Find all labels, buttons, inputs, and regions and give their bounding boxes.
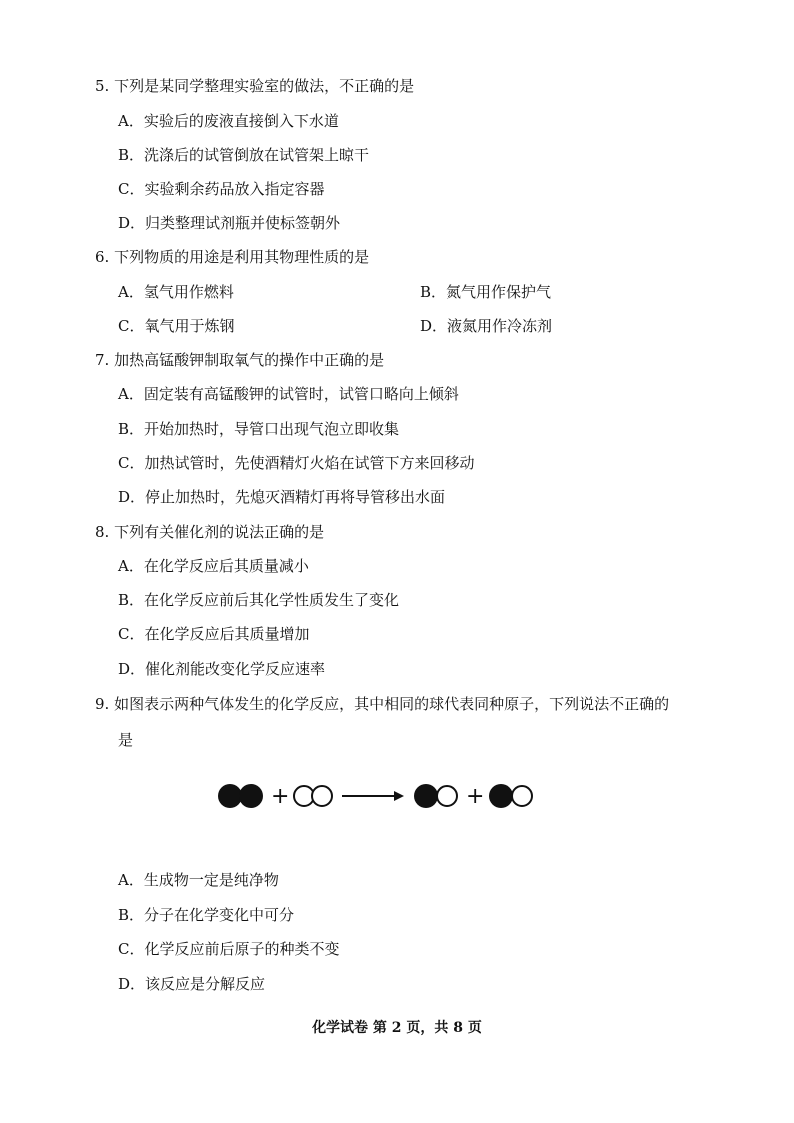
- question-9-stem-continuation: 是: [118, 731, 134, 749]
- reactant-2-atom-2: [312, 786, 332, 806]
- question-6-option-c: C．氧气用于炼钢: [118, 317, 235, 335]
- question-9-option-a: A．生成物一定是纯净物: [118, 871, 279, 889]
- question-8-option-b: B．在化学反应前后其化学性质发生了变化: [118, 591, 400, 609]
- reaction-diagram: [210, 772, 550, 820]
- product-2-atom-white: [512, 786, 532, 806]
- question-9-option-d: D．该反应是分解反应: [118, 975, 266, 993]
- question-5-option-a: A．实验后的废液直接倒入下水道: [118, 112, 339, 130]
- question-7-option-a: A．固定装有高锰酸钾的试管时，试管口略向上倾斜: [118, 385, 459, 403]
- question-5-stem: 5. 下列是某同学整理实验室的做法，不正确的是: [95, 77, 415, 95]
- question-8-option-d: D．催化剂能改变化学反应速率: [118, 660, 326, 678]
- product-1-atom-black: [414, 784, 438, 808]
- question-7-option-b: B．开始加热时，导管口出现气泡立即收集: [118, 420, 400, 438]
- question-7-option-d: D．停止加热时，先熄灭酒精灯再将导管移出水面: [118, 488, 446, 506]
- question-8-option-c: C．在化学反应后其质量增加: [118, 625, 310, 643]
- question-6-stem: 6. 下列物质的用途是利用其物理性质的是: [95, 248, 370, 266]
- question-6-option-b: B．氮气用作保护气: [420, 283, 552, 301]
- question-6-option-d: D．液氮用作冷冻剂: [420, 317, 553, 335]
- question-5-option-c: C．实验剩余药品放入指定容器: [118, 180, 325, 198]
- reactant-1-atom-1: [218, 784, 242, 808]
- plus-sign-1: +: [271, 784, 290, 809]
- product-1-atom-white: [437, 786, 457, 806]
- question-9-option-b: B．分子在化学变化中可分: [118, 906, 295, 924]
- question-7-stem: 7. 加热高锰酸钾制取氧气的操作中正确的是: [95, 351, 385, 369]
- question-9-stem: 9. 如图表示两种气体发生的化学反应，其中相同的球代表同种原子，下列说法不正确的: [95, 695, 670, 713]
- product-2-atom-black: [489, 784, 513, 808]
- page-footer: 化学试卷 第 2 页，共 8 页: [312, 1020, 482, 1036]
- question-9-option-c: C．化学反应前后原子的种类不变: [118, 940, 340, 958]
- question-8-stem: 8. 下列有关催化剂的说法正确的是: [95, 523, 325, 541]
- plus-sign-2: +: [466, 784, 485, 809]
- question-7-option-c: C．加热试管时，先使酒精灯火焰在试管下方来回移动: [118, 454, 475, 472]
- question-8-option-a: A．在化学反应后其质量减小: [118, 557, 309, 575]
- reactant-1-atom-2: [239, 784, 263, 808]
- question-5-option-d: D．归类整理试剂瓶并使标签朝外: [118, 214, 341, 232]
- question-5-option-b: B．洗涤后的试管倒放在试管架上晾干: [118, 146, 370, 164]
- reaction-arrow-head: [394, 791, 404, 801]
- question-6-option-a: A．氢气用作燃料: [118, 283, 234, 301]
